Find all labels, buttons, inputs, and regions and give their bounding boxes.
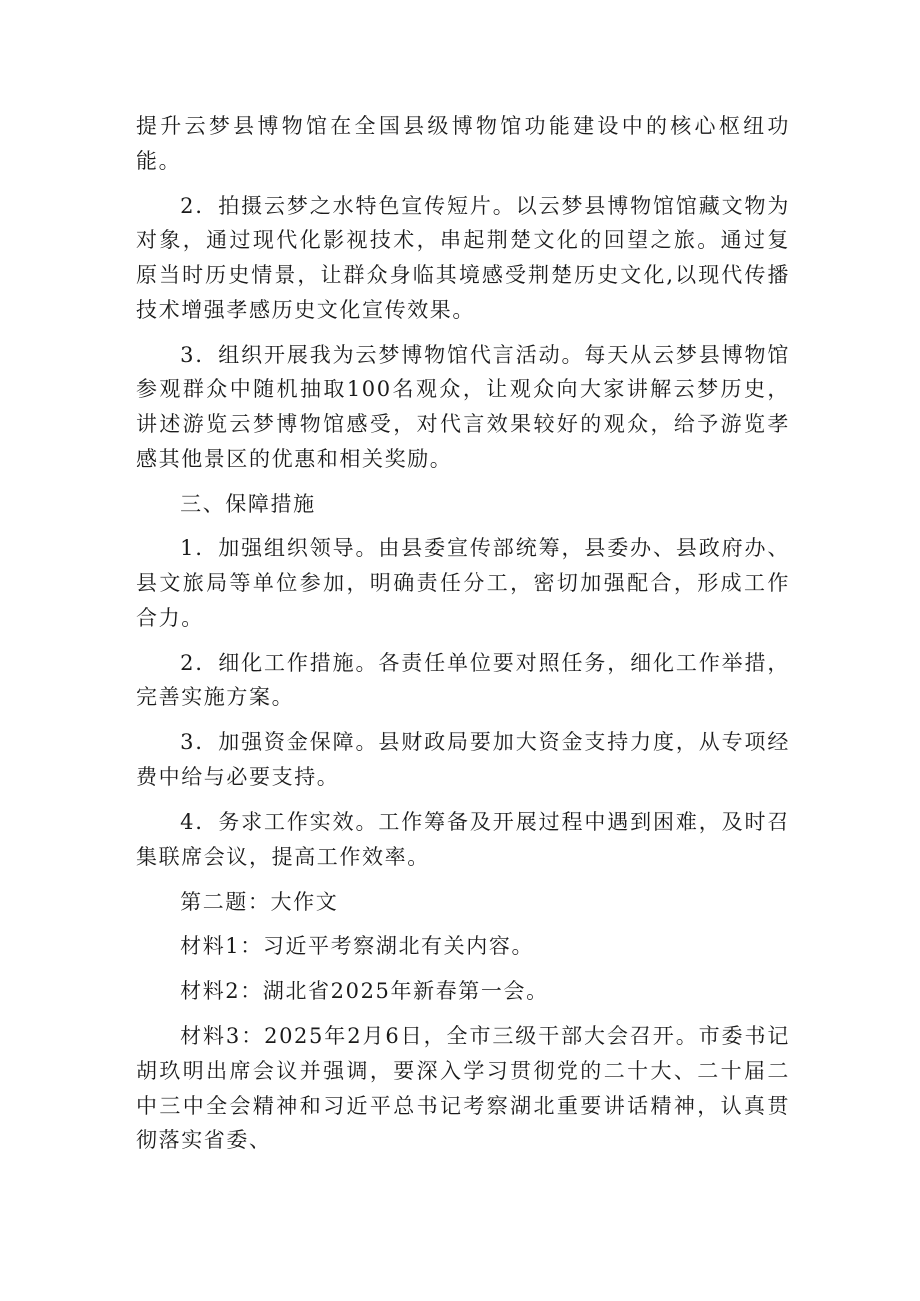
paragraph-6: 3．加强资金保障。县财政局要加大资金支持力度，从专项经费中给与必要支持。 bbox=[136, 730, 790, 790]
material-1: 材料1：习近平考察湖北有关内容。 bbox=[180, 934, 535, 959]
paragraph-7: 4．务求工作实效。工作筹备及开展过程中遇到困难，及时召集联席会议，提高工作效率。 bbox=[136, 809, 790, 869]
material-3: 材料3：2025年2月6日，全市三级干部大会召开。市委书记胡玖明出席会议并强调，要深入学习贯彻党的二十大、二十届二中三中全会精神和习近平总书记考察湖北重要讲话精神，认真贯彻落实省委、 bbox=[136, 1024, 790, 1153]
material-2: 材料2：湖北省2025年新春第一会。 bbox=[180, 979, 549, 1004]
paragraph-1: 提升云梦县博物馆在全国县级博物馆功能建设中的核心枢纽功能。 bbox=[136, 114, 790, 173]
section-heading: 三、保障措施 bbox=[180, 491, 316, 516]
paragraph-4: 1．加强组织领导。由县委宣传部统筹，县委办、县政府办、县文旅局等单位参加，明确责任分工，密切加强配合，形成工作合力。 bbox=[136, 536, 790, 630]
paragraph-5: 2．细化工作措施。各责任单位要对照任务，细化工作举措，完善实施方案。 bbox=[136, 650, 790, 710]
paragraph-3: 3．组织开展我为云梦博物馆代言活动。每天从云梦县博物馆参观群众中随机抽取100名观众，让观众向大家讲解云梦历史，讲述游览云梦博物馆感受，对代言效果较好的观众，给予游览孝感其他景区的优惠和相关奖励。 bbox=[136, 342, 790, 471]
paragraph-2: 2．拍摄云梦之水特色宣传短片。以云梦县博物馆馆藏文物为对象，通过现代化影视技术，串起荆楚文化的回望之旅。通过复原当时历史情景，让群众身临其境感受荆楚历史文化,以现代传播技术增强孝感历史文化宣传效果。 bbox=[136, 193, 790, 322]
question-heading: 第二题：大作文 bbox=[180, 889, 339, 914]
